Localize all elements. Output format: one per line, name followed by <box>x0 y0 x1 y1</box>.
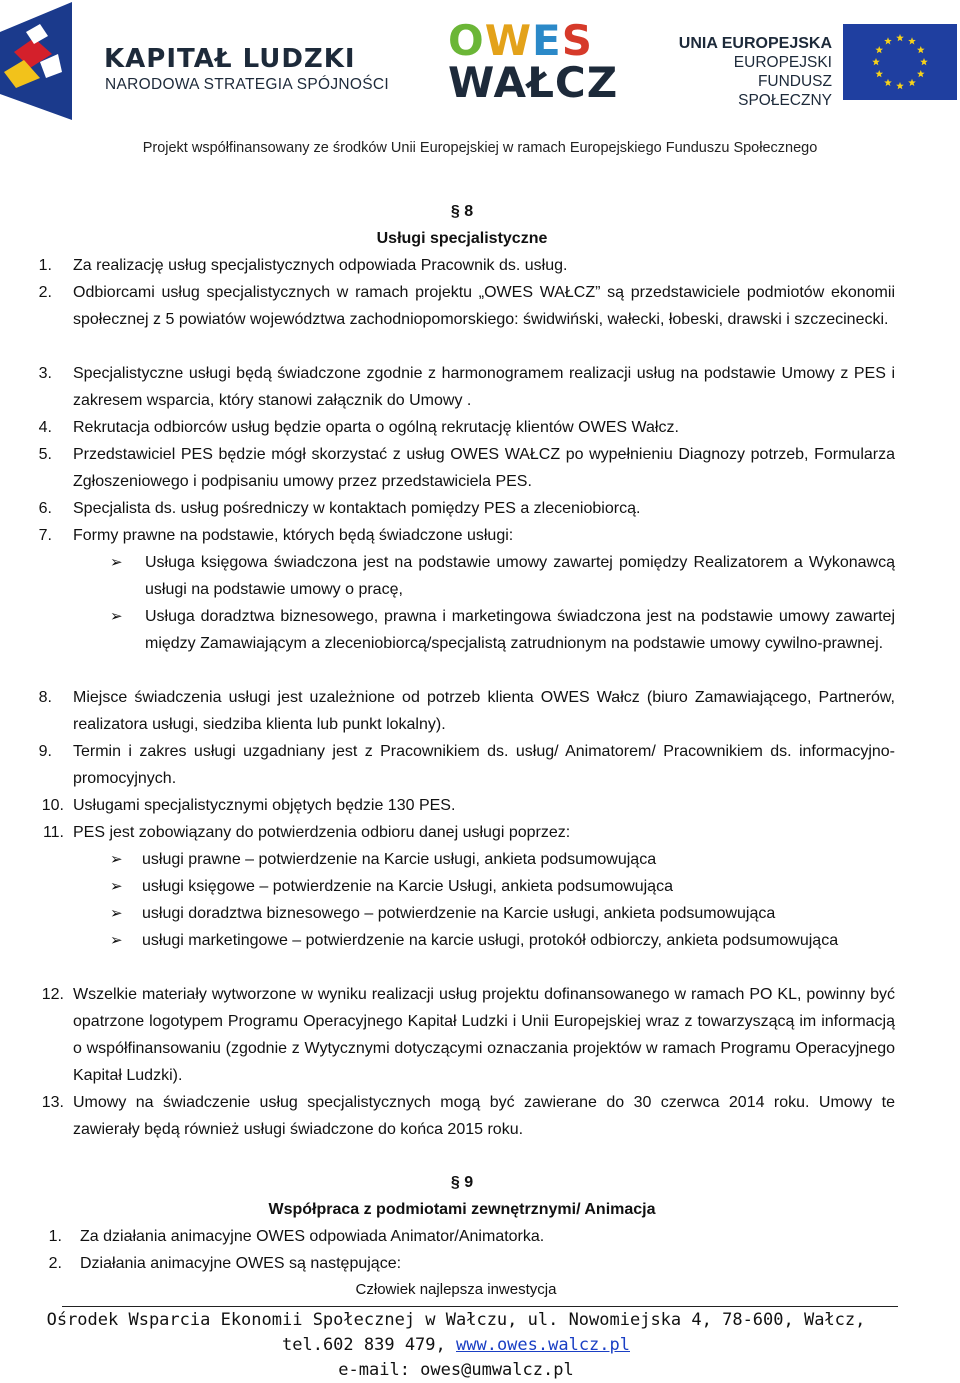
list-number: 8. <box>38 689 52 706</box>
list-number: 7. <box>38 527 52 544</box>
list-number: 10. <box>41 797 64 814</box>
bullet-arrow-icon: ➢ <box>110 932 123 949</box>
list-subitem: Usługa księgowa świadczona jest na podstawie umowy zawartej pomiędzy Realizatorem a Wykonawcą usługi na podstawie umowy o pracę, <box>145 554 895 598</box>
list-subitem: usługi księgowe – potwierdzenie na Karcie Usługi, ankieta podsumowująca <box>142 878 673 895</box>
bullet-arrow-icon: ➢ <box>110 878 123 895</box>
list-item: Za realizację usług specjalistycznych odpowiada Pracownik ds. usług. <box>73 257 568 274</box>
list-item: PES jest zobowiązany do potwierdzenia odbioru danej usługi poprzez: <box>73 824 571 841</box>
owes-letter-w: W <box>484 16 533 65</box>
list-number: 1. <box>48 1228 62 1245</box>
eu-line-2: EUROPEJSKI <box>733 54 832 71</box>
list-number: 9. <box>38 743 52 760</box>
owes-letter-s: S <box>561 16 593 65</box>
section-8-title: Usługi specjalistyczne <box>376 230 548 247</box>
list-number: 5. <box>38 446 52 463</box>
list-number: 2. <box>38 284 52 301</box>
list-number: 11. <box>42 824 64 841</box>
list-item: Wszelkie materiały wytworzone w wyniku realizacji usług projektu dofinansowanego w ramach PO KL, powinny być opatrzone logotypem Programu Operacyjnego Kapitał Ludzki i Unii Europejskiej wraz z towarzyszącą im informacją o współfinansowaniu (zgodnie z Wytycznymi dotyczącymi oznaczania projektów w ramach Programu Operacyjnego Kapitał Ludzki). <box>73 986 895 1084</box>
list-item: Działania animacyjne OWES są następujące: <box>80 1255 402 1272</box>
footer-motto: Człowiek najlepsza inwestycja <box>355 1281 557 1298</box>
section-9-title: Współpraca z podmiotami zewnętrznymi/ Animacja <box>268 1201 656 1218</box>
kapital-ludzki-subtitle: NARODOWA STRATEGIA SPÓJNOŚCI <box>105 76 389 93</box>
project-cofinancing-line: Projekt współfinansowany ze środków Unii Europejskiej w ramach Europejskiego Funduszu Społecznego <box>142 140 818 156</box>
eu-line-1: UNIA EUROPEJSKA <box>678 35 832 52</box>
eu-label <box>666 34 832 110</box>
kapital-ludzki-title: KAPITAŁ LUDZKI <box>104 44 356 74</box>
footer-website-link[interactable]: www.owes.walcz.pl <box>456 1335 630 1355</box>
kapital-ludzki-logo <box>0 2 80 120</box>
list-subitem: usługi doradztwa biznesowego – potwierdzenie na Karcie usługi, ankieta podsumowująca <box>142 905 776 922</box>
bullet-arrow-icon: ➢ <box>110 851 123 868</box>
owes-logo-city: WAŁCZ <box>448 58 619 107</box>
list-item: Przedstawiciel PES będzie mógł skorzystać z usług OWES WAŁCZ po wypełnieniu Diagnozy potrzeb, Formularza Zgłoszeniowego i podpisaniu umowy przez przedstawiciela PES. <box>73 446 895 490</box>
list-number: 13. <box>41 1094 64 1111</box>
footer-email[interactable]: e-mail: owes@umwalcz.pl <box>338 1360 574 1380</box>
bullet-arrow-icon: ➢ <box>110 905 123 922</box>
list-number: 2. <box>48 1255 62 1272</box>
list-subitem: usługi marketingowe – potwierdzenie na karcie usługi, protokół odbiorczy, ankieta podsumowująca <box>142 932 839 949</box>
list-item: Za działania animacyjne OWES odpowiada Animator/Animatorka. <box>80 1228 545 1245</box>
list-number: 6. <box>38 500 52 517</box>
page-header <box>0 0 960 160</box>
section-8-symbol: § 8 <box>450 203 474 220</box>
footer-divider <box>62 1306 898 1307</box>
eu-flag-icon <box>843 24 957 100</box>
list-item: Specjalista ds. usług pośredniczy w kontaktach pomiędzy PES a zleceniobiorcą. <box>73 500 641 517</box>
list-number: 3. <box>38 365 52 382</box>
section-9-symbol: § 9 <box>450 1174 474 1191</box>
list-item: Odbiorcami usług specjalistycznych w ramach projektu „OWES WAŁCZ” są przedstawiciele podmiotów ekonomii społecznej z 5 powiatów województwa zachodniopomorskiego: świdwiński, wałecki, łobeski, drawski i szczecinecki. <box>73 284 895 328</box>
list-item: Rekrutacja odbiorców usług będzie oparta o ogólną rekrutację klientów OWES Wałcz. <box>73 419 679 436</box>
bullet-arrow-icon: ➢ <box>110 608 123 625</box>
list-item: Termin i zakres usługi uzgadniany jest z Pracownikiem ds. usług/ Animatorem/ Pracownikiem ds. informacyjno-promocyjnych. <box>73 743 895 787</box>
bullet-arrow-icon: ➢ <box>110 554 123 571</box>
list-number: 4. <box>38 419 52 436</box>
footer-phone: tel.602 839 479, <box>282 1335 456 1355</box>
list-subitem: Usługa doradztwa biznesowego, prawna i marketingowa świadczona jest na podstawie umowy zawartej między Zamawiającym a zleceniobiorcą/specjalistą zatrudnionym na podstawie umowy cywilno-prawnej. <box>145 608 895 652</box>
list-item: Umowy na świadczenie usług specjalistycznych mogą być zawierane do 30 czerwca 2014 roku. Umowy te zawierały będą również usługi świadczone do końca 2015 roku. <box>73 1094 895 1138</box>
list-number: 12. <box>41 986 64 1003</box>
list-item: Miejsce świadczenia usługi jest uzależnione od potrzeb klienta OWES Wałcz (biuro Zamawiającego, Partnerów, realizatora usługi, siedziba klienta lub punkt lokalny). <box>73 689 895 733</box>
owes-letter-o: O <box>448 16 485 65</box>
footer-address: Ośrodek Wsparcia Ekonomii Społecznej w Wałczu, ul. Nowomiejska 4, 78-600, Wałcz, <box>46 1310 866 1330</box>
list-item: Specjalistyczne usługi będą świadczone zgodnie z harmonogramem realizacji usług na podstawie Umowy z PES i zakresem wsparcia, który stanowi załącznik do Umowy . <box>73 365 895 409</box>
list-number: 1. <box>38 257 52 274</box>
footer-contact <box>0 1333 912 1358</box>
eu-line-3: FUNDUSZ SPOŁECZNY <box>738 73 832 109</box>
list-item: Usługami specjalistycznymi objętych będzie 130 PES. <box>73 797 456 814</box>
list-subitem: usługi prawne – potwierdzenie na Karcie usługi, ankieta podsumowująca <box>142 851 657 868</box>
owes-letter-e: E <box>532 16 562 65</box>
list-item: Formy prawne na podstawie, których będą świadczone usługi: <box>73 527 514 544</box>
